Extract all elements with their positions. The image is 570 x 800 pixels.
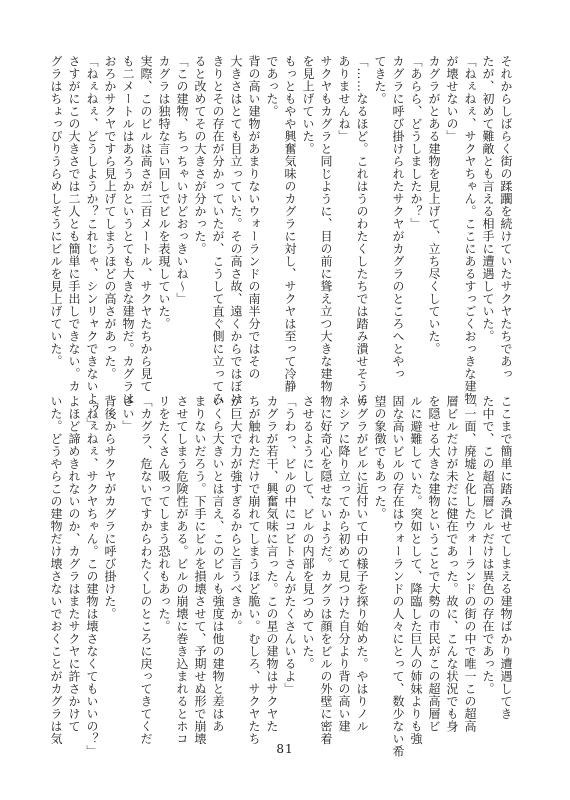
text-line: カグラがとある建物を見上げて、立ち尽くしていた。	[427, 55, 441, 355]
text-line: きりとその存在が分かっていたが、こうして直ぐ側に立ってみ	[211, 55, 225, 405]
text-line: た中で、この超高層ビルだけは異色の存在であった。	[481, 395, 495, 695]
text-line: 物に好奇心を隠せないようだ。カグラは顔をビルの外壁に密着	[319, 395, 333, 745]
text-line: させるようにして、ビルの内部を見つめていた。	[301, 395, 315, 670]
text-line: 望の象徴でもあった。	[373, 395, 387, 520]
text-line: カグラが若干、興奮気味に言った。この星の建物はサクヤた	[265, 395, 279, 733]
text-line: 層ビルだけが未だに健在であった。故に、こんな状況でも身	[445, 395, 459, 733]
page-number: 81	[276, 742, 294, 756]
text-line: よほど諦めきれないのか、カグラはまたサクヤに許さかけて	[67, 395, 81, 733]
text-line: いくら大きいとは言え、このビルも強度は他の建物と差はあ	[211, 395, 225, 733]
text-line: 「あらら、どうしましたか？」	[409, 55, 423, 230]
text-line: おろかサクヤですら見上げてしまうほどの高さがあった。	[103, 55, 117, 380]
text-line: さすがにこの大きさでは二人とも簡単に手出しできない。カ	[67, 55, 81, 393]
text-line: カグラに呼び掛けられたサクヤがカグラのところへとやっ	[391, 55, 405, 380]
text-line: サクヤもカグラと同じように、目の前に聳え立つ大きな建物	[319, 55, 333, 393]
text-line: させてしまう危険性がある。ビルの崩壊に巻き込まれるとホコ	[175, 395, 189, 745]
text-line: ルに避難していた。突如として、降臨した巨人の姉妹よりも強	[409, 395, 423, 745]
text-line: 「カグラ、危ないですからわたくしのところに戻ってきてくだ	[139, 395, 153, 745]
text-line: ありませんね」	[337, 55, 351, 143]
text-line: が巨大で力が強すぎるからと言うべきか。	[229, 395, 243, 633]
text-line: グラはちょっぴりうらめしそうにビルを見上げていた。	[49, 55, 63, 368]
text-line: 「ねぇねぇ、サクヤちゃん。ここにあるすっごくおっきな建物	[463, 55, 477, 405]
text-line: 「……なるほど。これはうのわたくしたちでは踏み潰せそうに	[355, 55, 369, 405]
text-line: ると改めてその大きさが分かった。	[193, 55, 207, 255]
text-line: てきた。	[373, 55, 387, 105]
text-line: もっともやや興奮気味のカグラに対し、サクヤは至って冷静	[283, 55, 297, 393]
text-line: を隠せる大きな建物ということで大勢の市民がこの超高層ビ	[427, 395, 441, 733]
text-line: ちが触れただけで崩れてしまうほど脆い。むしろ、サクヤたち	[247, 395, 261, 745]
text-line: 「ねぇねぇ、サクヤちゃん。この建物は壊さなくてもいいの？」	[85, 395, 99, 758]
text-line: 実際、このビルは高さが二百メートル、サクヤたちから見て	[139, 55, 153, 393]
text-line: ここまで簡単に踏み潰せてしまえる建物ばかり遭遇してき	[499, 395, 513, 720]
text-line: ネシアに降り立ってから初めて見つけた自分より背の高い建	[337, 395, 351, 733]
text-line: まりないだろう。下手にビルを損壊させて、予期せぬ形で崩壊	[193, 395, 207, 745]
text-line: 「うわっ、ビルの中にコビトさんがたくさんいるよ」	[283, 395, 297, 695]
text-line: それからしばらく街の蹂躙を続けていたサクヤたちであっ	[499, 55, 513, 380]
text-line: 背の高い建物があまりないウォーランドの南半分ではその	[247, 55, 261, 380]
text-line: カグラは独特な言い回しでビルを表現していた。	[157, 55, 171, 330]
text-line: が壊せないの」	[445, 55, 459, 143]
text-line: も二メートルはあろうかというとても大きな建物だ。カグラは	[121, 55, 135, 405]
text-line: 「ねぇねぇ、どうしようか？これじゃ、シンリャクできないよ？」	[85, 55, 99, 430]
text-line: 「一面、廃墟と化したウォーランドの街の中で唯一この超高	[463, 395, 477, 733]
text-line: 背後からサクヤがカグラに呼び掛けた。	[103, 395, 117, 620]
text-line: 「この建物、ちっちゃいけどおっきいね～」	[175, 55, 189, 305]
text-line: たが、初めて難敵とも言える相手に遭遇していた。	[481, 55, 495, 343]
text-line: 大きさはとても目立っていた。その高さ故、遠くからではぼけ	[229, 55, 243, 405]
text-line: 固な高いビルの存在はウォーランドの人々にとって、数少ない希	[391, 395, 405, 758]
text-line: いた。どうやらこの建物だけ壊さないでおくことがカグラは気	[49, 395, 63, 745]
text-line: さい」	[121, 395, 135, 433]
text-line: リをたくさん吸ってしまう恐れもあった。	[157, 395, 171, 633]
text-line: であった。	[265, 55, 279, 118]
text-line: カグラがビルに近付いて中の様子を探り始めた。やはりノル	[355, 395, 369, 733]
text-line: を見上げていた。	[301, 55, 315, 155]
